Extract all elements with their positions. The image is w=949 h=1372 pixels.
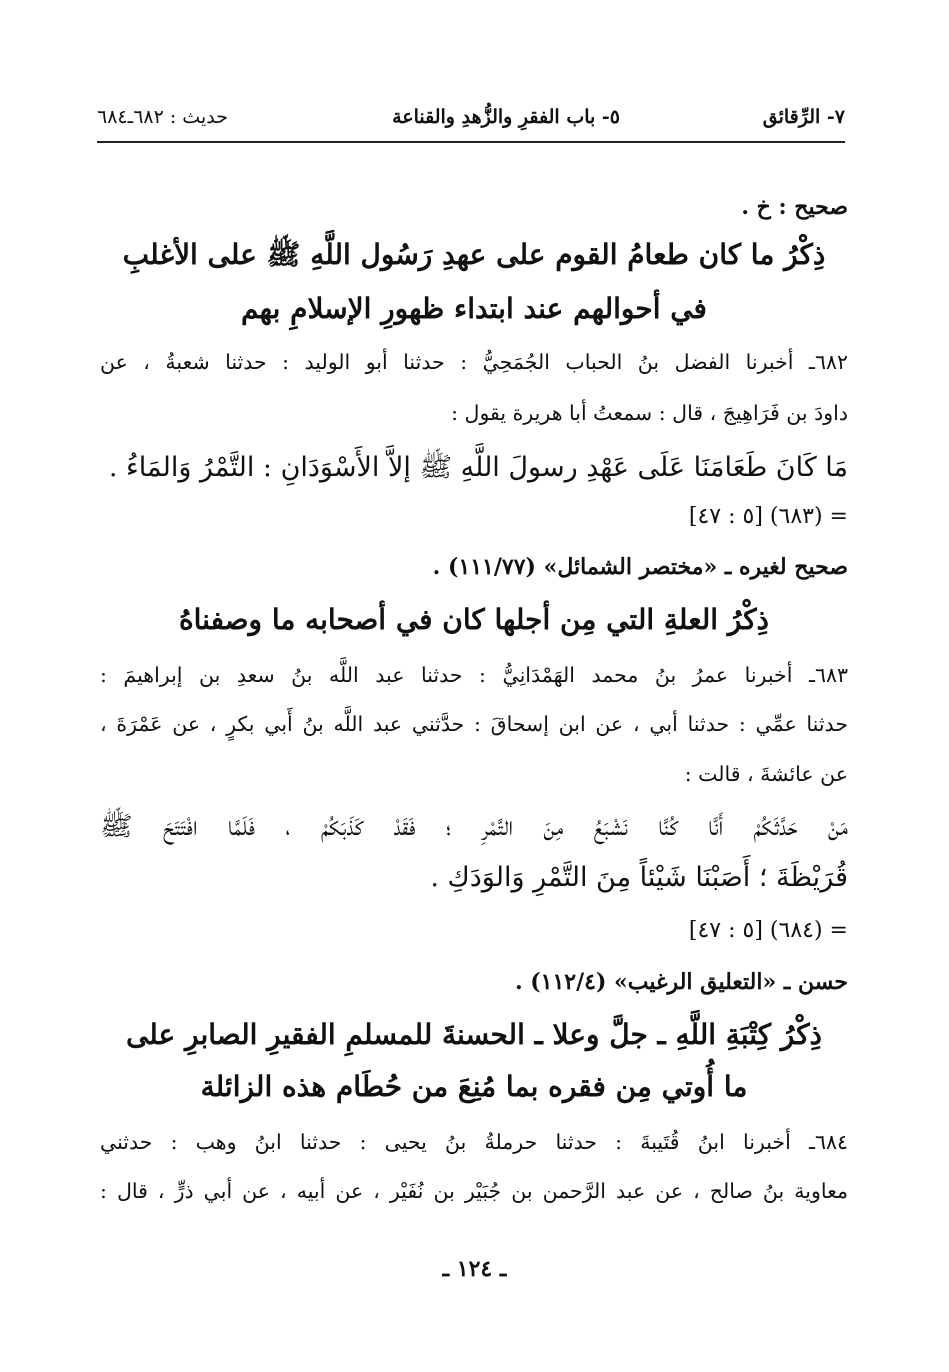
grade-line: صحيح لغيره ـ «مختصر الشمائل» (١١١/٧٧) . xyxy=(432,554,848,580)
chapter-heading: ما أُوتي مِن فقره بما مُنِعَ من حُطَام هذه الزائلة xyxy=(200,1070,748,1103)
chapter-heading: ذِكْرُ ما كان طعامُ القوم على عهدِ رَسُول اللَّهِ ﷺ على الأغلبِ xyxy=(122,238,826,271)
chapter-heading: في أحوالهم عند ابتداء ظهورِ الإسلامِ بهم xyxy=(241,292,707,325)
isnad-line: عن عائشةَ ، قالت : xyxy=(684,762,848,786)
cross-reference: = (٦٨٤) [٥ : ٤٧] xyxy=(688,918,848,943)
grade-line: صحيح : خ . xyxy=(741,194,848,220)
header-rule xyxy=(97,141,845,143)
cross-reference: = (٦٨٣) [٥ : ٤٧] xyxy=(688,504,848,529)
isnad-line: ٦٨٤ـ أخبرنا ابنُ قُتَيبةَ : حدثنا حرملةُ بنُ يحيى : حدثنا ابنُ وهب : حدثني xyxy=(100,1130,848,1154)
hadith-range: حديث : ٦٨٢ـ٦٨٤ xyxy=(97,106,228,128)
isnad-line: داودَ بن فَرَاهِيجَ ، قال : سمعتُ أبا هريرة يقول : xyxy=(451,401,848,425)
page-number: ـ ١٢٤ ـ xyxy=(442,1256,507,1282)
chapter-heading: ذِكْرُ العلةِ التي مِن أجلها كان في أصحابه ما وصفناهُ xyxy=(178,603,770,636)
matn-line: مَنْ حَدَّثَكُمْ أَنَّا كُنَّا نَشْبَعُ مِنَ التَّمْرِ ؛ فَقَدْ كَذَبَكُمْ ، فَلَمَّا افْتَتَحَ ﷺ xyxy=(100,811,848,842)
isnad-line: ٦٨٣ـ أخبرنا عمرُ بنُ محمد الهَمْدَانِيُّ : حدثنا عبد اللَّه بنُ سعدِ بن إبراهيمَ : xyxy=(100,663,848,687)
grade-line: حسن ـ «التعليق الرغيب» (١١٢/٤) . xyxy=(514,969,848,995)
matn-line: قُرَيْظَةَ ؛ أَصَبْنَا شَيْئاً مِنَ التَّمْرِ وَالوَدَكِ . xyxy=(430,862,848,893)
matn-line: مَا كَانَ طَعَامَنَا عَلَى عَهْدِ رسولَ اللَّهِ ﷺ إلاَّ الأَسْوَدَانِ : التَّمْرُ وَالمَاءُ . xyxy=(108,452,848,483)
section-title: ٥- باب الفقرِ والزُّهدِ والقناعة xyxy=(392,106,620,128)
chapter-title: ٧- الرِّقائق xyxy=(762,106,845,128)
running-header xyxy=(97,102,845,140)
chapter-heading: ذِكْرُ كِتْبَةِ اللَّهِ ـ جلَّ وعلا ـ الحسنةَ للمسلمِ الفقيرِ الصابرِ على xyxy=(125,1018,823,1051)
isnad-line: معاوية بنُ صالح ، عن عبد الرَّحمن بن جُبَيْر بن نُفَيْر ، عن أبيه ، عن أبي ذرٍّ ، قال : xyxy=(100,1179,848,1203)
isnad-line: حدثنا عمِّي : حدثنا أبي ، عن ابن إسحاقَ : حدَّثني عبد اللَّه بنُ أَبي بكرٍ ، عن عَمْرَةَ ، xyxy=(100,712,848,736)
isnad-line: ٦٨٢ـ أخبرنا الفضل بنُ الحباب الجُمَحِيُّ : حدثنا أبو الوليد : حدثنا شعبةُ ، عن xyxy=(100,350,848,374)
